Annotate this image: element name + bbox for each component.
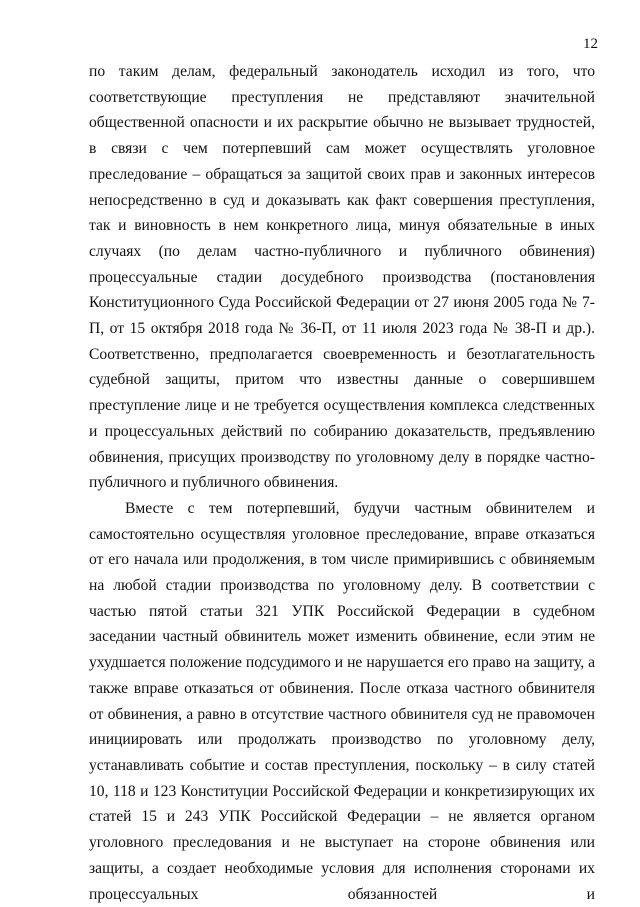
paragraph-continuation: по таким делам, федеральный законодатель исходил из того, что соответствующие преступления не представляют значительной общественной опасности и их раскрытие обычно не вызывает трудностей, в связи с чем потерпевший сам может осуществлять уголовное преследование – обращаться за защитой своих прав и законных интересов непосредственно в суд и доказывать как факт совершения преступления, так и виновность в нем конкретного лица, минуя обязательные в иных случаях (по делам частно-публичного и публичного обвинения) процессуальные стадии досудебного производства (постановления Конституционного Суда Российской Федерации от 27 июня 2005 года № 7-П, от 15 октября 2018 года № 36-П, от 11 июля 2023 года № 38-П и др.). Соответственно, предполагается своевременность и безотлагательность судебной защиты, притом что известны данные о совершившем преступление лице и не требуется осуществления комплекса следственных и процессуальных действий по собиранию доказательств, предъявлению обвинения, присущих производству по уголовному делу в порядке частно-публичного и публичного обвинения. <box>89 63 595 492</box>
document-body <box>89 59 595 907</box>
paragraph-private-prosecutor: Вместе с тем потерпевший, будучи частным обвинителем и самостоятельно осуществляя уголовное преследование, вправе отказаться от его начала или продолжения, в том числе примирившись с обвиняемым на любой стадии производства по уголовному делу. В соответствии с частью пятой статьи 321 УПК Российской Федерации в судебном заседании частный обвинитель может изменить обвинение, если этим не ухудшается положение подсудимого и не нарушается его право на защиту, а также вправе отказаться от обвинения. После отказа частного обвинителя от обвинения, а равно в отсутствие частного обвинителя суд не правомочен инициировать или продолжать производство по уголовному делу, устанавливать событие и состав преступления, поскольку – в силу статей 10, 118 и 123 Конституции Российской Федерации и конкретизирующих их статей 15 и 243 УПК Российской Федерации – не является органом уголовного преследования и не выступает на стороне обвинения или защиты, а создает необходимые условия для исполнения сторонами их процессуальных обязанностей и <box>89 499 595 903</box>
page-number: 12 <box>583 36 598 52</box>
